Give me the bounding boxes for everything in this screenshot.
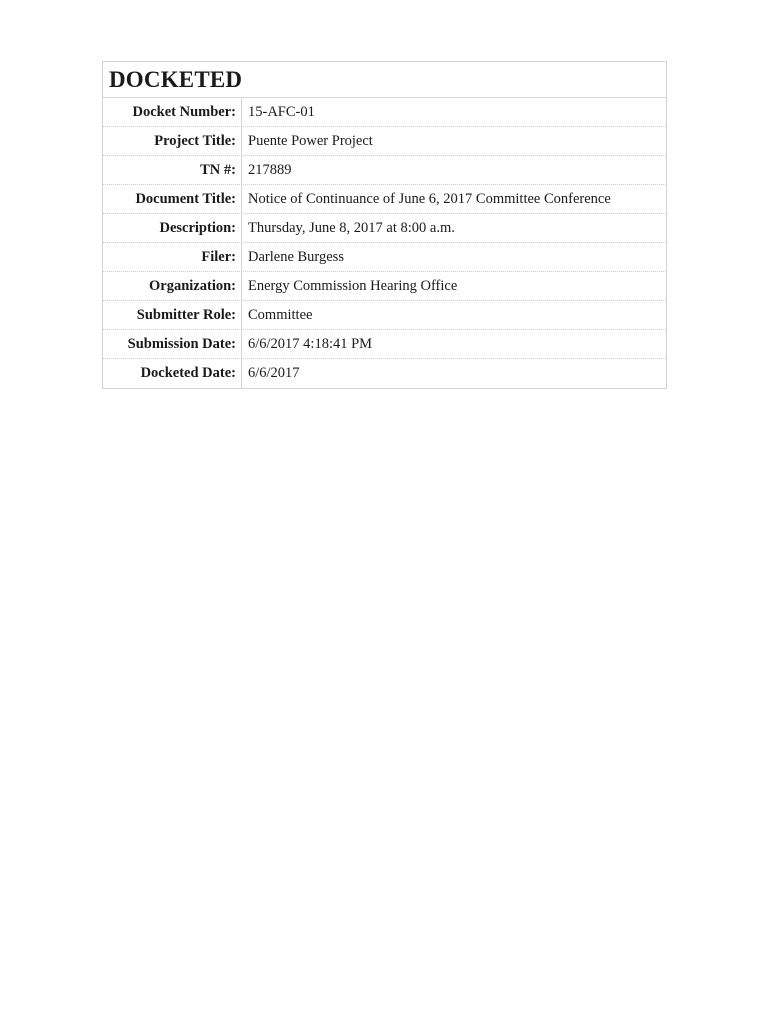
docketed-date-label: Docketed Date: bbox=[103, 359, 242, 388]
project-title-value: Puente Power Project bbox=[248, 132, 373, 149]
row-submitter-role bbox=[103, 301, 666, 330]
row-submission-date bbox=[103, 330, 666, 359]
row-organization bbox=[103, 272, 666, 301]
submission-date-value: 6/6/2017 4:18:41 PM bbox=[248, 335, 373, 352]
docketed-date-value: 6/6/2017 bbox=[248, 365, 300, 381]
tn-number-value: 217889 bbox=[248, 161, 292, 178]
filer-value: Darlene Burgess bbox=[248, 248, 344, 265]
document-title-value: Notice of Continuance of June 6, 2017 Committee Conference bbox=[248, 190, 611, 207]
row-tn-number bbox=[103, 156, 666, 185]
row-filer bbox=[103, 243, 666, 272]
project-title-label: Project Title: bbox=[103, 127, 242, 155]
submission-date-label: Submission Date: bbox=[103, 330, 242, 358]
tn-number-label: TN #: bbox=[103, 156, 242, 184]
row-docketed-date bbox=[103, 359, 666, 388]
row-description bbox=[103, 214, 666, 243]
docket-number-value: 15-AFC-01 bbox=[248, 103, 315, 120]
submitter-role-value: Committee bbox=[248, 306, 313, 323]
row-docket-number bbox=[103, 98, 666, 127]
document-title-label: Document Title: bbox=[103, 185, 242, 213]
organization-value: Energy Commission Hearing Office bbox=[248, 277, 458, 294]
description-label: Description: bbox=[103, 214, 242, 242]
row-document-title bbox=[103, 185, 666, 214]
submitter-role-label: Submitter Role: bbox=[103, 301, 242, 329]
organization-label: Organization: bbox=[103, 272, 242, 300]
docket-number-label: Docket Number: bbox=[103, 98, 242, 126]
filer-label: Filer: bbox=[103, 243, 242, 271]
description-value: Thursday, June 8, 2017 at 8:00 a.m. bbox=[248, 219, 455, 236]
docket-info-box bbox=[102, 61, 667, 389]
row-project-title bbox=[103, 127, 666, 156]
docket-header bbox=[103, 62, 666, 98]
docketed-title: DOCKETED bbox=[109, 67, 243, 92]
